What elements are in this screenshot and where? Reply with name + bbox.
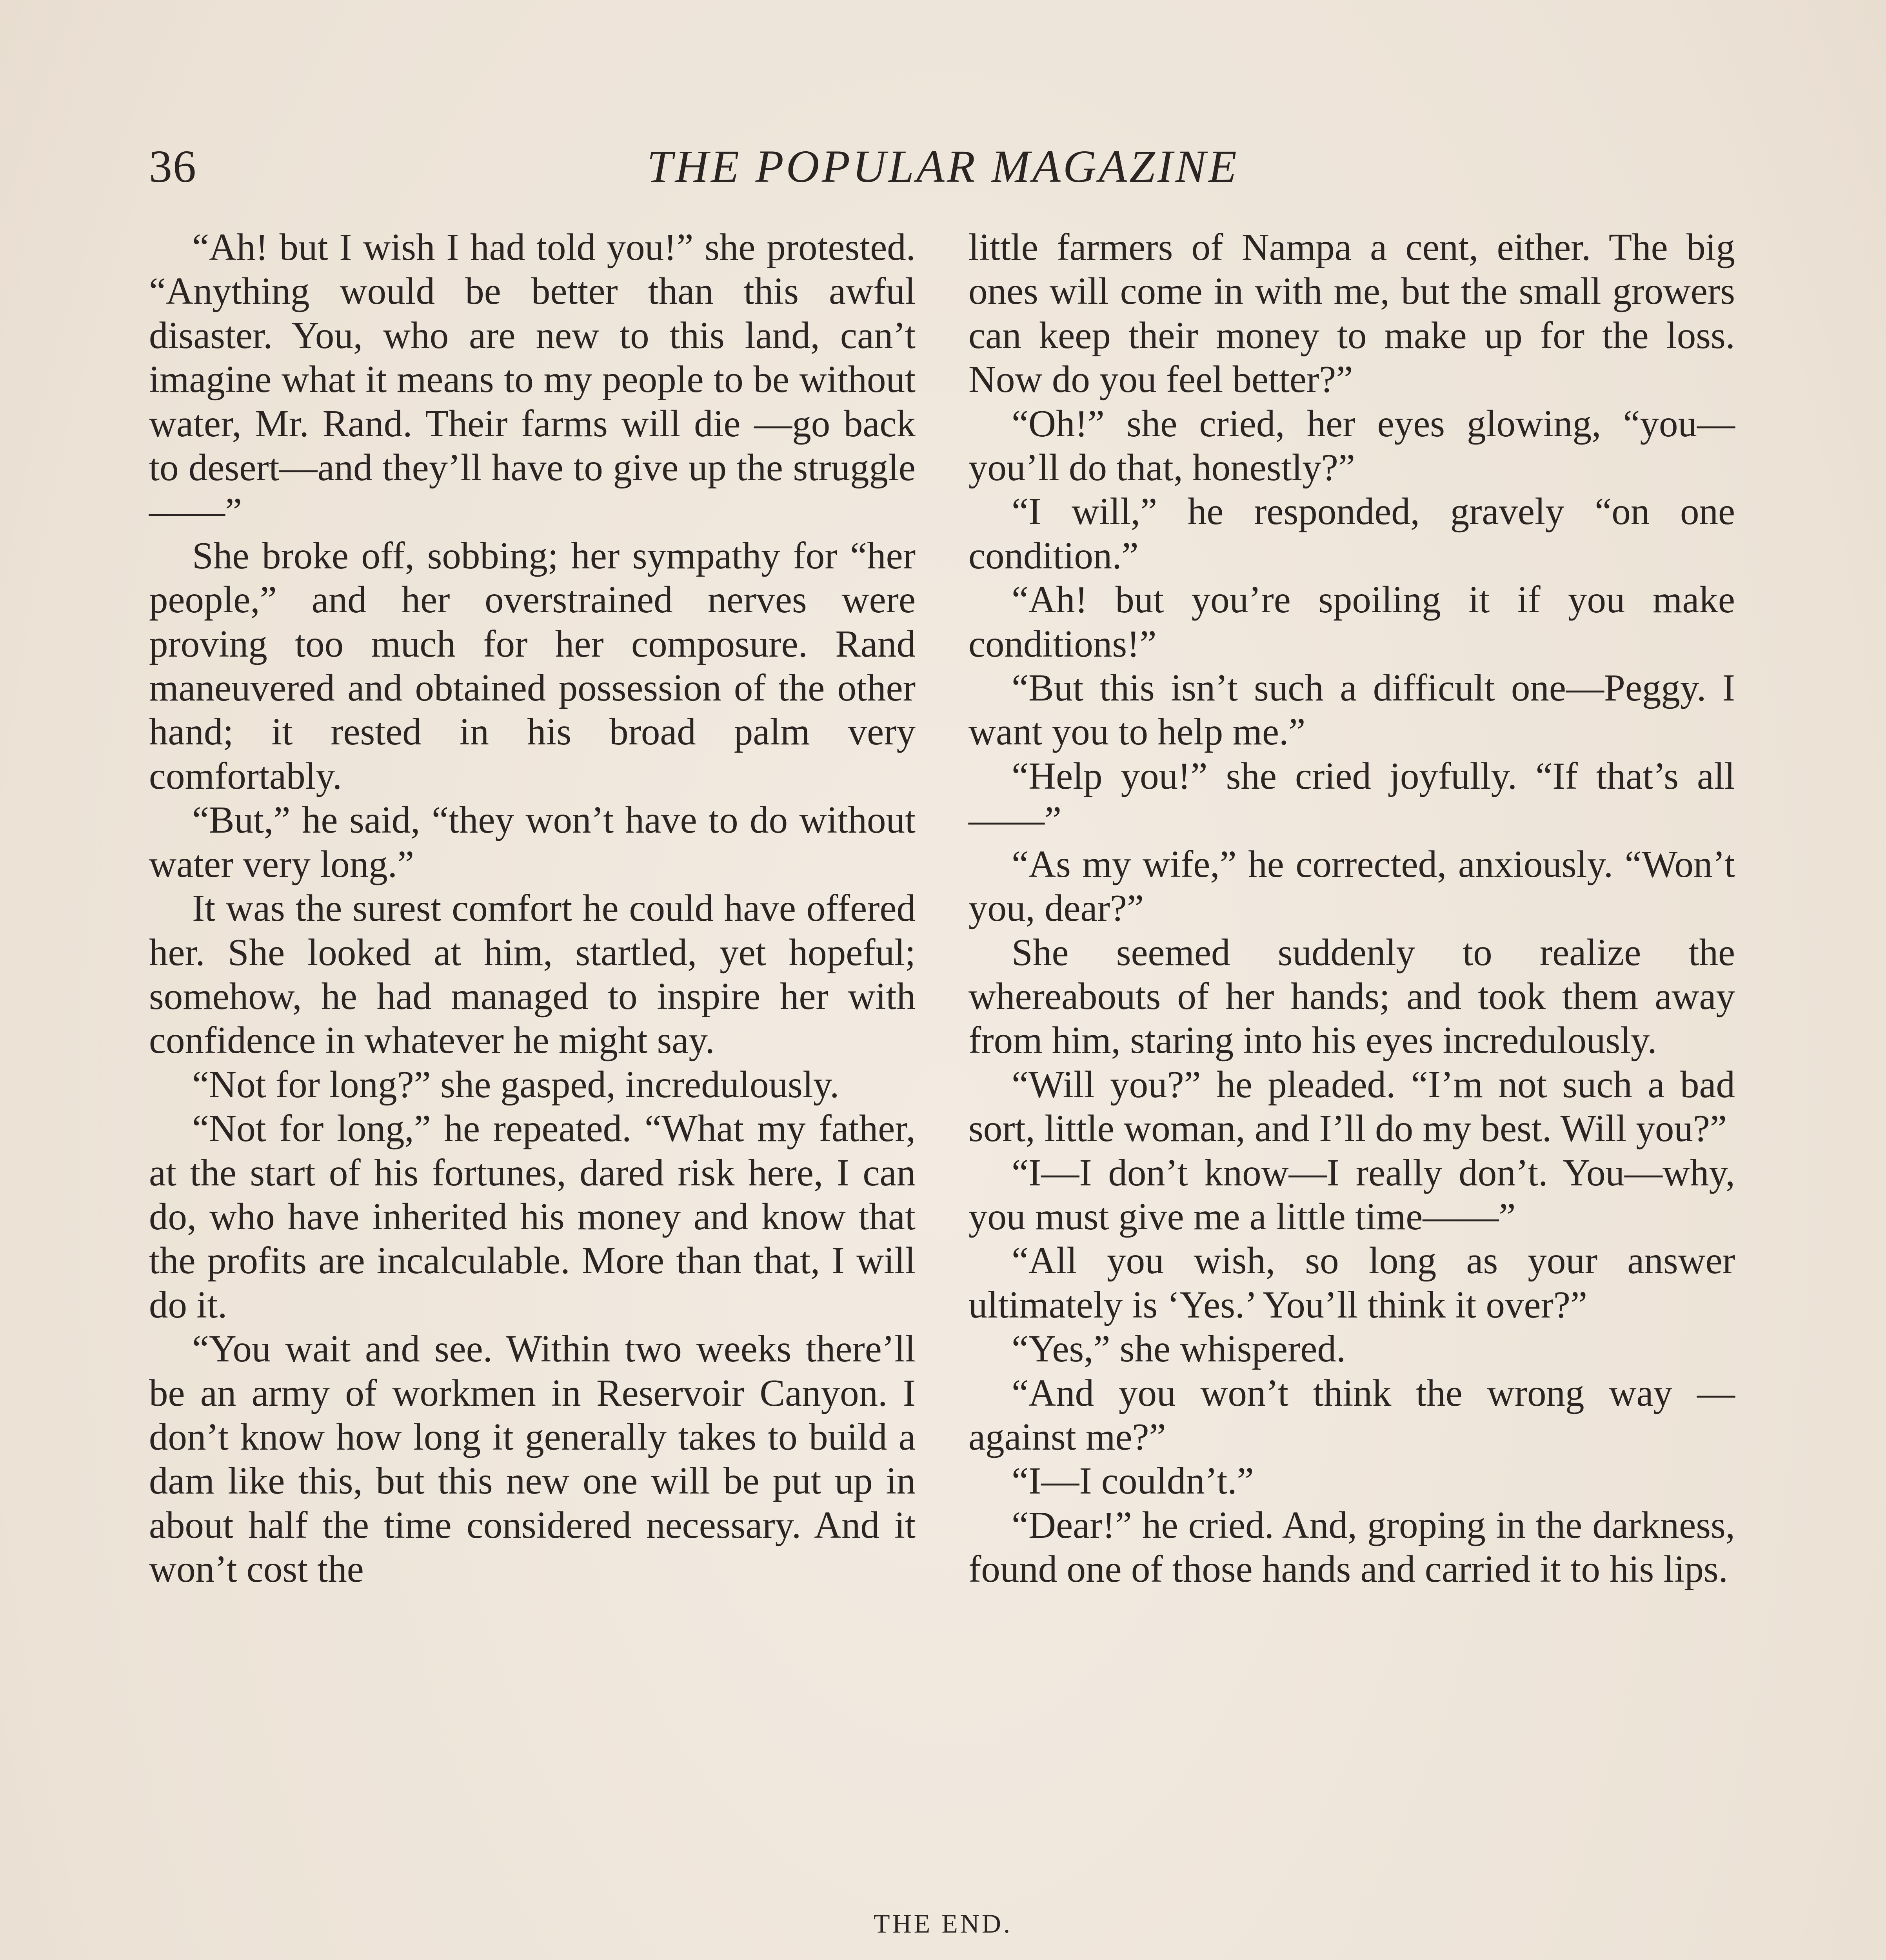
paragraph: She broke off, sobbing; her sympathy for “her people,” and her overstrained nerves were proving too much for her composure. Rand maneuvered and obtained possession of the other hand; it rested in his broad palm very comfortably. (149, 534, 916, 797)
paragraph: “Oh!” she cried, her eyes glowing, “you—you’ll do that, honestly?” (968, 402, 1735, 489)
paragraph: “Ah! but you’re spoiling it if you make conditions!” (968, 579, 1735, 665)
paragraph: “Help you!” she cried joyfully. “If that’s all——” (968, 755, 1735, 841)
paragraph: little farmers of Nampa a cent, either. The big ones will come in with me, but the small growers can keep their money to make up for the loss. Now do you feel better?” (968, 226, 1735, 401)
paragraph: “As my wife,” he corrected, anxiously. “Won’t you, dear?” (968, 843, 1735, 929)
paragraph: “And you won’t think the wrong way —against me?” (968, 1372, 1735, 1458)
page-number: 36 (149, 141, 197, 192)
paragraph: She seemed suddenly to realize the whereabouts of her hands; and took them away from him, staring into his eyes incredulously. (968, 931, 1735, 1062)
paragraph: “But this isn’t such a difficult one—Peggy. I want you to help me.” (968, 667, 1735, 753)
story-body (149, 225, 1737, 1868)
paragraph: “Yes,” she whispered. (1012, 1328, 1346, 1370)
paragraph: “Ah! but I wish I had told you!” she protested. “Anything would be better than this awful disaster. You, who are new to this land, can’t imagine what it means to my people to be without water, Mr. Rand. Their farms will die —go back to desert—and they’ll have to give up the struggle——” (149, 226, 916, 533)
running-head: THE POPULAR MAGAZINE (647, 141, 1239, 192)
paragraph: “I—I couldn’t.” (1012, 1460, 1254, 1502)
left-column (149, 225, 916, 1592)
paragraph: It was the surest comfort he could have offered her. She looked at him, startled, yet hopeful; somehow, he had managed to inspire her with confidence in whatever he might say. (149, 887, 916, 1062)
right-column (968, 225, 1735, 1592)
paragraph: “I will,” he responded, gravely “on one condition.” (968, 490, 1735, 577)
paragraph: “Not for long?” she gasped, incredulously. (192, 1063, 839, 1105)
paragraph: “Dear!” he cried. And, groping in the darkness, found one of those hands and carried it to his lips. (968, 1504, 1735, 1590)
page-header (149, 139, 1737, 194)
paragraph: “Will you?” he pleaded. “I’m not such a bad sort, little woman, and I’ll do my best. Will you?” (968, 1063, 1735, 1150)
paragraph: “You wait and see. Within two weeks there’ll be an army of workmen in Reservoir Canyon. I don’t know how long it generally takes to build a dam like this, but this new one will be put up in about half the time considered necessary. And it won’t cost the (149, 1328, 916, 1590)
paragraph: “All you wish, so long as your answer ultimately is ‘Yes.’ You’ll think it over?” (968, 1240, 1735, 1326)
the-end-mark: THE END. (874, 1909, 1012, 1938)
paragraph: “But,” he said, “they won’t have to do without water very long.” (149, 799, 916, 885)
paragraph: “Not for long,” he repeated. “What my father, at the start of his fortunes, dared risk here, I can do, who have inherited his money and know that the profits are incalculable. More than that, I will do it. (149, 1107, 916, 1326)
paragraph: “I—I don’t know—I really don’t. You—why, you must give me a little time——” (968, 1151, 1735, 1238)
